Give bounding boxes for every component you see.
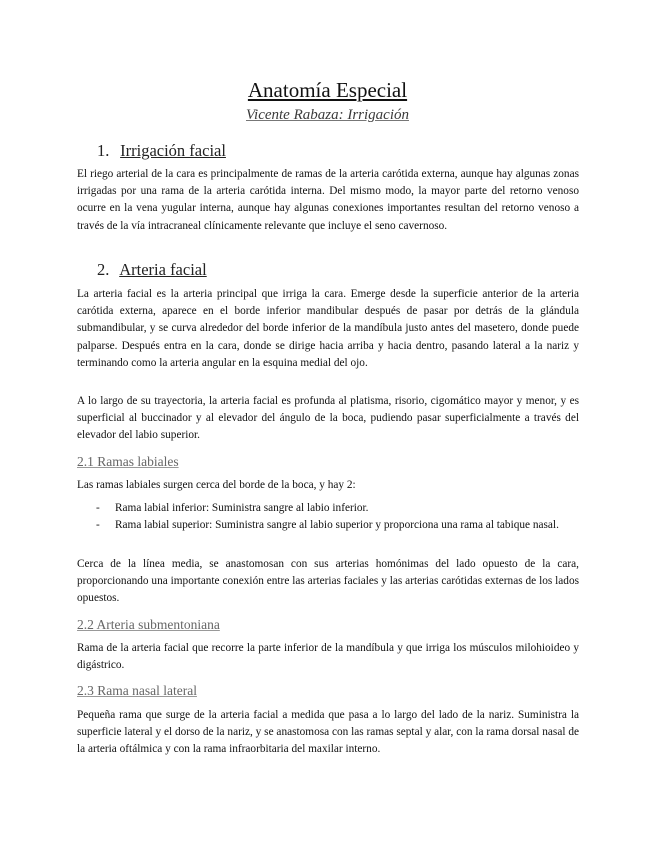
section-1-number: 1. <box>97 141 110 160</box>
section-2-heading <box>97 259 207 281</box>
section-2-paragraph-2: A lo largo de su trayectoria, la arteria facial es profunda al platisma, risorio, cigomático mayor y menor, y es superficial al buccinador y al elevador del ángulo de la boca, pudiendo pasar superficialmente a través del elevador del labio superior. <box>77 395 579 442</box>
list-item-text: Rama labial inferior: Suministra sangre al labio inferior. <box>115 502 369 514</box>
subsection-2-1-intro: Las ramas labiales surgen cerca del borde de la boca, y hay 2: <box>77 479 356 491</box>
list-bullet: - <box>96 519 100 531</box>
section-2-number: 2. <box>97 260 110 279</box>
list-bullet: - <box>96 502 100 514</box>
section-1-heading <box>97 140 226 162</box>
section-1-title: Irrigación facial <box>120 141 226 160</box>
list-item-text: Rama labial superior: Suministra sangre al labio superior y proporciona una rama al tabique nasal. <box>115 519 559 531</box>
list-item <box>96 517 566 534</box>
document-subtitle: Vicente Rabaza: Irrigación <box>245 107 409 123</box>
subsection-2-3-paragraph: Pequeña rama que surge de la arteria facial a medida que pasa a lo largo del lado de la nariz. Suministra la superficie lateral y el dorso de la nariz, y se anastomosa con las ramas septal y alar, con la rama dorsal nasal de la arteria oftálmica y con la rama infraorbitaria del maxilar interno. <box>77 709 579 756</box>
section-2-title: Arteria facial <box>119 260 207 279</box>
subsection-2-2-paragraph: Rama de la arteria facial que recorre la parte inferior de la mandíbula y que irriga los músculos milohioideo y digástrico. <box>77 642 579 672</box>
subsection-2-1-heading: 2.1 Ramas labiales <box>77 454 179 469</box>
document-title: Anatomía Especial <box>247 78 408 102</box>
subsection-2-1-paragraph: Cerca de la línea media, se anastomosan con sus arterias homónimas del lado opuesto de la cara, proporcionando una importante conexión entre las arterias faciales y las arterias carótidas externas de los lados opuestos. <box>77 558 579 605</box>
subsection-2-3-heading: 2.3 Rama nasal lateral <box>77 683 197 698</box>
subsection-2-2-heading: 2.2 Arteria submentoniana <box>77 617 220 632</box>
section-2-paragraph-1: La arteria facial es la arteria principal que irriga la cara. Emerge desde la superficie anterior de la arteria carótida externa, aparece en el borde inferior mandibular después de pasar por detrás de la glándula submandibular, y se curva alrededor del borde inferior de la mandíbula justo antes del masetero, donde puede palparse. Después entra en la cara, donde se dirige hacia arriba y hacia dentro, pasando lateral a la nariz y terminando como la arteria angular en la esquina medial del ojo. <box>77 288 579 369</box>
list-item <box>96 500 566 517</box>
section-1-paragraph: El riego arterial de la cara es principalmente de ramas de la arteria carótida externa, aunque hay algunas zonas irrigadas por una rama de la arteria carótida interna. Del mismo modo, la mayor parte del retorno venoso ocurre en la vena yugular interna, aunque hay algunas conexiones importantes resultan del retorno venoso a través de la vía intracraneal clínicamente relevante que incluye el seno cavernoso. <box>77 168 579 232</box>
